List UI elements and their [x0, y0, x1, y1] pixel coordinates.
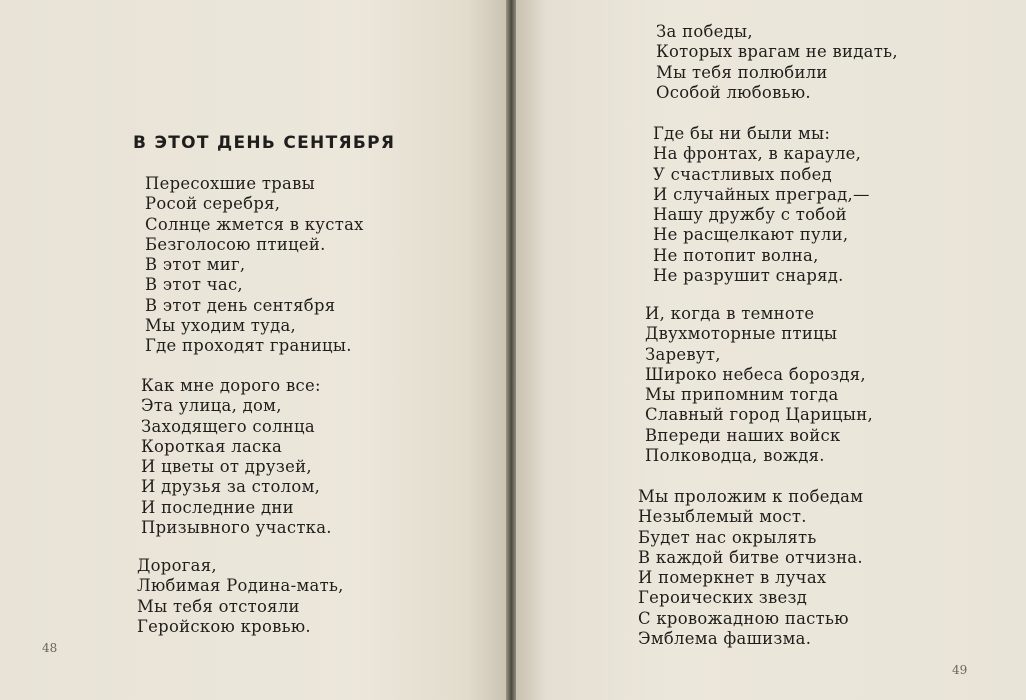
verse-line: Мы припомним тогда — [645, 385, 839, 405]
verse-line: Геройскою кровью. — [137, 616, 311, 636]
verse-line: Где бы ни были мы: — [653, 124, 831, 143]
page-number-left: 48 — [42, 641, 58, 655]
verse-line: Которых врагам не видать, — [656, 42, 898, 62]
verse-line: Как мне дорого все: — [141, 376, 321, 395]
stanza-6 — [645, 304, 873, 466]
verse-line: В этот миг, — [145, 255, 246, 275]
stanza-2 — [141, 376, 332, 538]
verse-line: Нашу дружбу с тобой — [653, 205, 847, 225]
verse-line: Мы тебя полюбили — [656, 62, 828, 82]
verse-line: Призывного участка. — [141, 518, 332, 538]
stanza-3 — [137, 556, 344, 637]
verse-line: Героических звезд — [638, 588, 808, 608]
verse-line: Заходящего солнца — [141, 416, 315, 436]
verse-line: Полководца, вождя. — [645, 446, 825, 466]
stanza-1 — [145, 174, 364, 357]
verse-line: И, когда в темноте — [645, 304, 815, 323]
verse-line: За победы, — [656, 22, 753, 41]
verse-line: Двухмоторные птицы — [645, 324, 838, 344]
verse-line: Пересохшие травы — [145, 174, 315, 193]
left-page — [0, 0, 508, 700]
verse-line: Эта улица, дом, — [141, 396, 282, 416]
verse-line: Не расщелкают пули, — [653, 225, 849, 245]
right-page — [516, 0, 1026, 700]
verse-line: Безголосою птицей. — [145, 234, 326, 254]
poem-title: В ЭТОТ ДЕНЬ СЕНТЯБРЯ — [133, 133, 396, 153]
verse-line: Не разрушит снаряд. — [653, 266, 844, 286]
verse-line: В каждой битве отчизна. — [638, 547, 863, 567]
verse-line: Эмблема фашизма. — [638, 629, 812, 649]
page-number-right: 49 — [952, 663, 968, 677]
verse-line: Незыблемый мост. — [638, 507, 807, 527]
verse-line: Росой серебря, — [145, 194, 281, 214]
verse-line: У счастливых побед — [653, 164, 833, 184]
verse-line: Где проходят границы. — [145, 336, 352, 356]
verse-line: На фронтах, в карауле, — [653, 144, 862, 164]
stanza-7 — [638, 487, 863, 649]
verse-line: Мы проложим к победам — [638, 487, 864, 506]
verse-line: В этот день сентября — [145, 295, 336, 315]
verse-line: И цветы от друзей, — [141, 457, 312, 477]
verse-line: Любимая Родина-мать, — [137, 576, 344, 596]
verse-line: Не потопит волна, — [653, 245, 819, 265]
verse-line: Короткая ласка — [141, 436, 283, 456]
verse-line: И случайных преград,— — [653, 184, 870, 204]
verse-line: Славный город Царицын, — [645, 405, 873, 425]
verse-line: Солнце жмется в кустах — [145, 214, 364, 234]
verse-line: Дорогая, — [137, 556, 217, 575]
verse-line: Мы уходим туда, — [145, 316, 297, 336]
verse-line: Широко небеса бороздя, — [645, 364, 866, 384]
verse-line: Особой любовью. — [656, 82, 811, 102]
stanza-5 — [653, 124, 870, 286]
verse-line: Будет нас окрылять — [638, 527, 817, 547]
verse-line: И друзья за столом, — [141, 477, 321, 497]
verse-line: Заревут, — [645, 344, 721, 364]
verse-line: Впереди наших войск — [645, 425, 841, 445]
verse-line: В этот час, — [145, 275, 243, 295]
verse-line: И померкнет в лучах — [638, 568, 827, 588]
stanza-4 — [656, 22, 898, 103]
verse-line: Мы тебя отстояли — [137, 596, 300, 616]
verse-line: С кровожадною пастью — [638, 608, 849, 628]
verse-line: И последние дни — [141, 497, 294, 517]
